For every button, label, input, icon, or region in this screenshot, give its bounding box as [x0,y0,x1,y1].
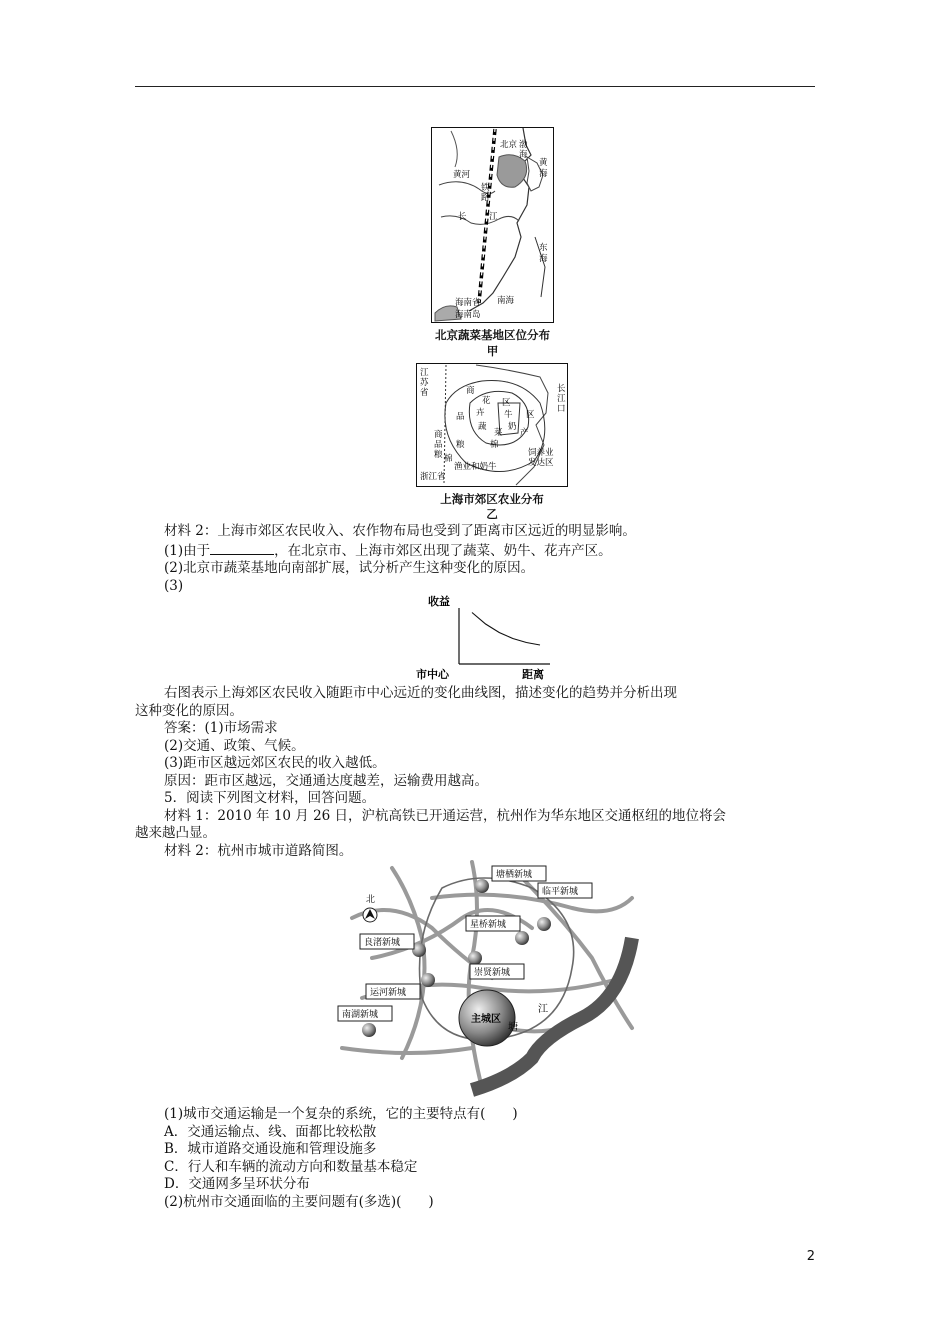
town-label: 良渚新城 [364,938,401,948]
option-d: D．交通网多呈环状分布 [164,1176,310,1192]
river-label: 江 [538,1004,548,1015]
x-origin-label: 市中心 [416,668,449,681]
map-label: 江 [420,368,429,378]
map-label: 江 [557,394,566,404]
map-label: 江 [489,212,498,222]
map-label: 路 [481,193,490,203]
town-ball [537,917,551,931]
paragraph: 材料 2：杭州市城市道路简图。 [164,842,353,859]
map-label: 海 [539,169,548,179]
question-2: (2)北京市蔬菜基地向南部扩展，试分析产生这种变化的原因。 [164,560,535,576]
option-a: A．交通运输点、线、面都比较松散 [164,1123,377,1140]
map-label: 渤 [519,140,528,150]
map-label: 棉 [490,440,499,450]
map-label: 粮 [456,440,465,450]
map-label: 商 [434,430,443,440]
answer: 原因：距市区越远，交通通达度越差，运输费用越高。 [164,772,488,789]
town-ball [362,1023,376,1037]
map-label: 北京 [500,140,518,150]
river-label: 钱 [480,1058,490,1069]
map-label: 东 [539,243,548,253]
paragraph: 材料 2：上海市郊区农民收入、农作物布局也受到了距离市区远近的明显影响。 [164,523,636,539]
map-sub-caption: 甲 [486,344,499,358]
map-label: 海 [519,150,528,160]
town-label: 塘栖新城 [496,870,533,880]
answer: 答案：(1)市场需求 [164,720,278,736]
answer-section [135,685,815,860]
map-label: 粮 [434,450,443,460]
map-label: 苏 [420,378,429,388]
map-label: 口 [557,404,566,414]
map-label: 区 [502,398,511,408]
map-label: 南海 [497,296,515,306]
town-label: 南湖新城 [342,1010,379,1020]
map-label: 长 [458,212,467,222]
map-sub-caption: 乙 [486,507,498,521]
map-label: 品 [456,412,465,422]
map-label: 奶 [508,422,517,432]
map-label: 黄 [539,158,548,168]
material-text [164,523,824,595]
map-label: 区 [526,410,535,420]
map-label: 省 [420,388,429,398]
header-rule [135,86,815,87]
town-label: 星桥新城 [470,920,507,930]
map-label: 商 [466,386,475,396]
town-ball [421,973,435,987]
map-label: 花 [482,396,491,406]
town-ball [475,879,489,893]
map-label: 牛 [504,410,513,420]
question: (2)杭州市交通面临的主要问题有(多选)( ) [164,1193,434,1210]
map-label: 海南岛 [455,310,481,320]
option-b: B．城市道路交通设施和管理设施多 [164,1141,377,1157]
town-label: 运河新城 [370,988,407,998]
question-3: (3) [164,577,184,594]
map-label: 长 [557,384,566,394]
shanghai-agriculture-map [416,363,568,487]
x-axis-label: 距离 [522,668,544,681]
center-label: 主城区 [471,1014,501,1025]
question-5: 5．阅读下列图文材料，回答问题。 [164,790,376,806]
map-label: 海南省 [455,298,481,308]
page-number: 2 [806,1249,815,1264]
map-label: 产 [520,428,529,438]
answer: (2)交通、政策、气候。 [164,737,305,754]
question: (1)城市交通运输是一个复杂的系统，它的主要特点有( ) [164,1106,518,1122]
map-label: 发达区 [528,458,554,468]
option-c: C．行人和车辆的流动方向和数量基本稳定 [164,1158,418,1175]
town-label: 临平新城 [542,887,579,897]
river-label: 塘 [508,1022,518,1033]
paragraph: 右图表示上海郊区农民收入随距市中心远近的变化曲线图，描述变化的趋势并分析出现 [164,685,677,701]
map-caption: 北京蔬菜基地区位分布 [435,328,550,342]
hangzhou-road-map [332,858,642,1098]
town-ball [468,951,482,965]
y-axis-label: 收益 [428,595,450,608]
map-label: 渔业和奶牛 [454,462,497,472]
paragraph: 这种变化的原因。 [135,702,243,719]
map-label: 铁 [481,183,490,193]
question-1: (1)由于 ，在北京市、上海市郊区出现了蔬菜、奶牛、花卉产区。 [164,542,612,559]
paragraph: 材料 1：2010 年 10 月 26 日，沪杭高铁已开通运营，杭州作为华东地区交通枢纽的地位将会 [164,807,727,824]
town-label: 崇贤新城 [474,968,511,978]
north-arrow-icon [363,893,377,922]
map-label: 菜 [494,428,503,438]
map-label: 品 [434,440,443,450]
answer-blank [210,541,274,555]
answer: (3)距市区越远郊区农民的收入越低。 [164,755,386,771]
map-label: 卉 [476,408,485,418]
town-ball [515,931,529,945]
income-distance-chart [412,590,562,682]
map-label: 棉 [444,454,453,464]
map-label: 海 [539,254,548,264]
map-caption: 上海市郊区农业分布 [440,492,544,506]
map-label: 黄河 [453,170,471,180]
beijing-vegetable-map [431,127,554,323]
income-curve [472,613,540,646]
map-label: 浙江省 [420,472,446,482]
map-label: 饲养业 [528,448,554,458]
svg-text:北: 北 [366,895,376,905]
map-label: 蔬 [478,422,487,432]
question-section [164,1106,844,1211]
paragraph: 越来越凸显。 [135,825,216,841]
